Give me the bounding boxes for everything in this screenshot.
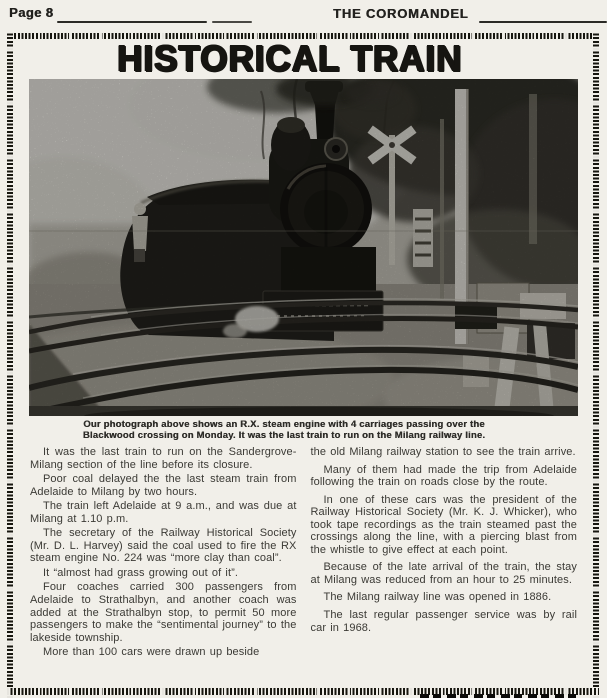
article-paragraph: Poor coal delayed the the last steam train from Adelaide to Milang by two hours. bbox=[30, 473, 297, 498]
photo-caption bbox=[82, 419, 486, 441]
article-paragraph: Four coaches carried 300 passengers from Adelaide to Strathalbyn, and another coach was added at the Strathalbyn stop, to permit 50 more passengers to make the “sentimental journey” to the lakeside township. bbox=[30, 581, 297, 644]
article-paragraph: The secretary of the Railway Historical Society (Mr. D. L. Harvey) said the coal used to fire the RX steam engine No. 224 was “more clay than coal”. bbox=[30, 527, 297, 565]
article-paragraph: It was the last train to run on the Sandergrove-Milang section of the line before its closure. bbox=[30, 446, 297, 471]
article-paragraph: In one of these cars was the president of the Railway Historical Society (Mr. K. J. Whicker), who took tape recordings as the train steamed past the crossings along the line, with a piercing blast from the whistle to give effect at each point. bbox=[310, 493, 577, 556]
clipped-next-headline-fragment bbox=[420, 694, 578, 698]
photo-caption-line1: Our photograph above shows an R.X. steam engine with 4 carriages passing over the bbox=[83, 419, 485, 430]
article-paragraph: the old Milang railway station to see the train arrive. bbox=[310, 446, 576, 458]
photo-caption-line2: Blackwood crossing on Monday. It was the last train to run on the Milang railway line. bbox=[82, 430, 486, 441]
article-paragraph: Because of the late arrival of the train, the stay at Milang was reduced from an hour to 25 minutes. bbox=[310, 561, 577, 586]
frame-border-right bbox=[593, 33, 599, 698]
article-column-left bbox=[30, 446, 297, 688]
article-paragraph: The Milang railway line was opened in 1886. bbox=[323, 591, 552, 604]
header-rule-middle bbox=[212, 21, 252, 23]
frame-border-left bbox=[7, 33, 13, 698]
train-photo-illustration bbox=[29, 79, 578, 416]
article-paragraph: More than 100 cars were drawn up beside bbox=[43, 646, 260, 659]
article-headline: HISTORICAL TRAIN bbox=[117, 38, 463, 80]
header-rule-left bbox=[57, 21, 207, 23]
article-paragraph: Many of them had made the trip from Adelaide following the train on roads close by the route. bbox=[310, 463, 577, 489]
article-paragraph: The train left Adelaide at 9 a.m., and was due at Milang at 1.10 p.m. bbox=[30, 500, 297, 525]
header-rule-right bbox=[479, 21, 607, 23]
article-column-right bbox=[311, 446, 578, 688]
page-number-label: Page 8 bbox=[9, 5, 54, 20]
masthead-title: THE COROMANDEL bbox=[333, 6, 469, 21]
halftone-grain-overlay bbox=[29, 79, 578, 416]
article-paragraph: The last regular passenger service was by rail car in 1968. bbox=[310, 609, 577, 634]
article-paragraph: It “almost had grass growing out of it”. bbox=[43, 566, 239, 579]
article-body bbox=[30, 446, 577, 688]
train-photograph bbox=[29, 79, 578, 416]
